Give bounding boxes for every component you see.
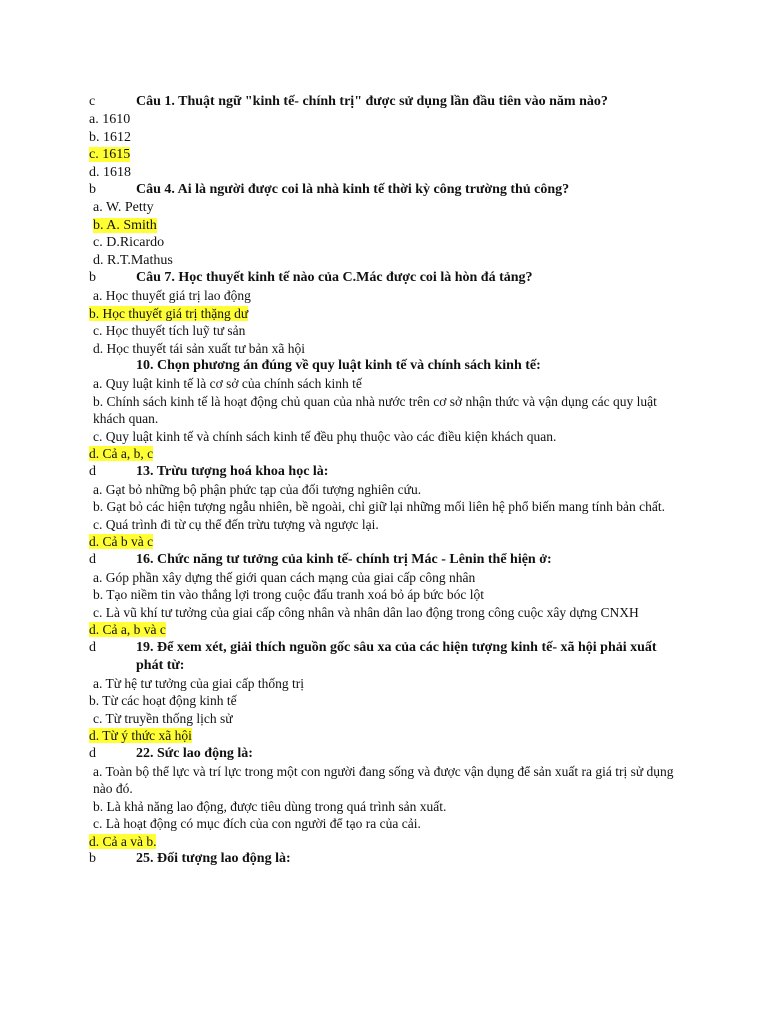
answer-option: b. Tạo niềm tin vào thắng lợi trong cuộc đấu tranh xoá bỏ áp bức bóc lột xyxy=(93,587,484,602)
option-line xyxy=(89,164,684,182)
answer-key: b xyxy=(89,851,96,866)
question-block xyxy=(89,93,684,181)
option-line xyxy=(89,763,684,798)
question-block xyxy=(89,639,684,745)
answer-option: d. Học thuyết tái sản xuất tư bản xã hội xyxy=(93,340,306,356)
answer-key: d xyxy=(89,551,96,567)
option-line xyxy=(89,217,684,235)
option-line xyxy=(89,498,684,516)
highlighted-answer-option: d. Cả b và c xyxy=(89,534,154,549)
answer-option: b. Từ các hoạt động kinh tế xyxy=(89,693,237,708)
question-block xyxy=(89,463,684,551)
answer-option: a. W. Petty xyxy=(93,200,154,215)
option-line xyxy=(89,692,684,710)
question-block xyxy=(89,850,684,868)
question-text: 19. Để xem xét, giải thích nguồn gốc sâu xa của các hiện tượng kinh tế- xã hội phải xuất phát từ: xyxy=(136,639,657,673)
answer-option: a. 1610 xyxy=(89,112,131,127)
question-block xyxy=(89,551,684,639)
question-text: 22. Sức lao động là: xyxy=(136,745,253,761)
option-line xyxy=(89,798,684,816)
answer-key: d xyxy=(89,463,96,479)
question-header xyxy=(89,551,684,569)
option-line xyxy=(89,727,684,745)
answer-option: c. Quá trình đi từ cụ thể đến trừu tượng và ngược lại. xyxy=(93,516,379,532)
option-line xyxy=(89,129,684,147)
question-text: 13. Trừu tượng hoá khoa học là: xyxy=(136,463,329,479)
question-block xyxy=(89,745,684,851)
answer-key: b xyxy=(89,182,96,197)
answer-key: d xyxy=(89,745,96,761)
highlighted-answer-option: b. A. Smith xyxy=(93,217,157,233)
highlighted-answer-option: c. 1615 xyxy=(89,147,131,162)
option-line xyxy=(89,146,684,164)
answer-option: b. 1612 xyxy=(89,129,131,145)
answer-option: c. Là vũ khí tư tưởng của giai cấp công nhân và nhân dân lao động trong công cuộc xây dựng CNXH xyxy=(93,604,639,620)
answer-option: c. Là hoạt động có mục đích của con người để tạo ra của cải. xyxy=(93,816,421,831)
highlighted-answer-option: d. Cả a, b và c xyxy=(89,622,166,637)
answer-option: b. Là khả năng lao động, được tiêu dùng trong quá trình sản xuất. xyxy=(93,798,447,814)
question-block xyxy=(89,181,684,269)
option-line xyxy=(89,815,684,833)
answer-option: b. Gạt bỏ các hiện tượng ngẫu nhiên, bề ngoài, chỉ giữ lại những mối liên hệ phổ biến mang tính bản chất. xyxy=(93,499,665,514)
question-text: 10. Chọn phương án đúng về quy luật kinh tế và chính sách kinh tế: xyxy=(136,358,541,373)
option-line xyxy=(89,234,684,252)
answer-option: c. Từ truyền thống lịch sử xyxy=(93,710,233,726)
answer-option: a. Gạt bỏ những bộ phận phức tạp của đối tượng nghiên cứu. xyxy=(93,481,422,497)
option-line xyxy=(89,340,684,358)
answer-option: d. R.T.Mathus xyxy=(93,252,173,268)
option-line xyxy=(89,833,684,851)
answer-option: c. D.Ricardo xyxy=(93,235,165,250)
question-header xyxy=(89,850,684,868)
question-list xyxy=(89,93,684,868)
question-block xyxy=(89,357,684,463)
question-text: Câu 1. Thuật ngữ "kinh tế- chính trị" được sử dụng lần đầu tiên vào năm nào? xyxy=(136,94,608,109)
question-text: 16. Chức năng tư tưởng của kinh tế- chính trị Mác - Lênin thể hiện ở: xyxy=(136,551,552,567)
highlighted-answer-option: d. Từ ý thức xã hội xyxy=(89,728,192,743)
answer-option: a. Toàn bộ thể lực và trí lực trong một con người đang sống và được vận dụng để sản xuất ra giá trị sử dụng nào đó. xyxy=(93,763,674,796)
highlighted-answer-option: d. Cả a và b. xyxy=(89,833,157,849)
option-line xyxy=(89,305,684,323)
option-line xyxy=(89,533,684,551)
option-line xyxy=(89,621,684,639)
question-block xyxy=(89,269,684,357)
option-line xyxy=(89,287,684,305)
option-line xyxy=(89,481,684,499)
answer-option: c. Quy luật kinh tế và chính sách kinh tế đều phụ thuộc vào các điều kiện khách quan. xyxy=(93,428,557,444)
option-line xyxy=(89,675,684,693)
highlighted-answer-option: d. Cả a, b, c xyxy=(89,446,154,461)
question-header xyxy=(89,181,684,199)
answer-option: a. Quy luật kinh tế là cơ sở của chính sách kinh tế xyxy=(93,376,362,391)
option-line xyxy=(89,604,684,622)
answer-option: c. Học thuyết tích luỹ tư sản xyxy=(93,323,246,338)
option-line xyxy=(89,111,684,129)
option-line xyxy=(89,428,684,446)
option-line xyxy=(89,516,684,534)
question-header xyxy=(89,639,684,675)
question-text: Câu 4. Ai là người được coi là nhà kinh tế thời kỳ công trường thủ công? xyxy=(136,182,570,197)
answer-key: c xyxy=(89,94,96,109)
highlighted-answer-option: b. Học thuyết giá trị thặng dư xyxy=(89,305,249,321)
question-header xyxy=(89,269,684,287)
option-line xyxy=(89,199,684,217)
question-header xyxy=(89,93,684,111)
answer-key: d xyxy=(89,639,96,655)
option-line xyxy=(89,322,684,340)
question-text: 25. Đối tượng lao động là: xyxy=(136,851,291,866)
question-header xyxy=(89,745,684,763)
answer-option: a. Từ hệ tư tưởng của giai cấp thống trị xyxy=(93,675,305,691)
option-line xyxy=(89,569,684,587)
question-header xyxy=(89,463,684,481)
option-line xyxy=(89,252,684,270)
answer-option: d. 1618 xyxy=(89,164,131,180)
option-line xyxy=(89,586,684,604)
answer-option: b. Chính sách kinh tế là hoạt động chủ quan của nhà nước trên cơ sở nhận thức và vận dụng các quy luật khách quan. xyxy=(93,393,657,426)
answer-option: a. Học thuyết giá trị lao động xyxy=(93,288,251,303)
answer-option: a. Góp phần xây dựng thế giới quan cách mạng của giai cấp công nhân xyxy=(93,569,476,585)
question-text: Câu 7. Học thuyết kinh tế nào của C.Mác được coi là hòn đá tảng? xyxy=(136,270,533,285)
option-line xyxy=(89,393,684,428)
answer-key: b xyxy=(89,270,96,285)
question-header xyxy=(89,357,684,375)
option-line xyxy=(89,710,684,728)
option-line xyxy=(89,445,684,463)
option-line xyxy=(89,375,684,393)
